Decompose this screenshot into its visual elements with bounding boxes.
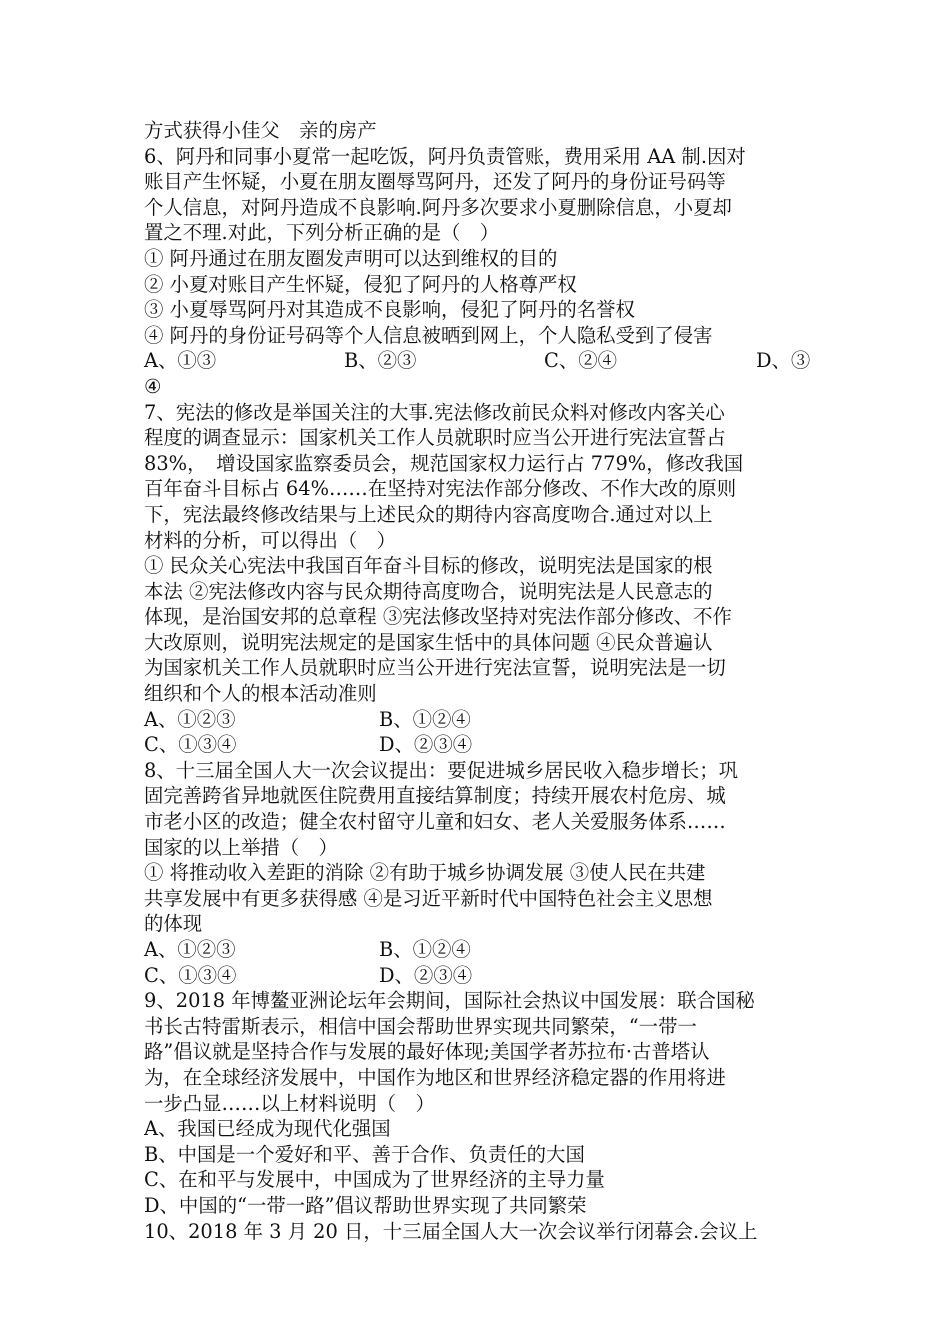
text-line: 个人信息，对阿丹造成不良影响.阿丹多次要求小夏删除信息，小夏却 bbox=[144, 195, 732, 219]
text-line: 为国家机关工作人员就职时应当公开进行宪法宣誓，说明宪法是一切 bbox=[144, 656, 726, 680]
text-line: 下，宪法最终修改结果与上述民众的期待内容高度吻合.通过对以上 bbox=[144, 502, 713, 526]
option-c: C、①③④ bbox=[144, 733, 237, 757]
question-6-stem: 6、阿丹和同事小夏常一起吃饭，阿丹负责管账，费用采用 AA 制.因对 bbox=[144, 144, 746, 168]
option-c: C、在和平与发展中，中国成为了世界经济的主导力量 bbox=[144, 1168, 605, 1192]
option-b: B、①②④ bbox=[379, 707, 471, 731]
text-line: 国家的以上举措（ ） bbox=[144, 835, 338, 859]
text-line: 市老小区的改造；健全农村留守儿童和妇女、老人关爱服务体系…… bbox=[144, 810, 726, 834]
option-d: D、③ bbox=[756, 349, 811, 373]
text-line: 方式获得小佳父 亲的房产 bbox=[144, 119, 377, 142]
option-b: B、①②④ bbox=[379, 938, 471, 961]
text-line: 固完善跨省异地就医住院费用直接结算制度；持续开展农村危房、城 bbox=[144, 784, 726, 808]
section-q8 bbox=[144, 758, 814, 937]
text-line: ① 民众关心宪法中我国百年奋斗目标的修改，说明宪法是国家的根 bbox=[144, 554, 713, 578]
text-line: 一步凸显……以上材料说明（ ） bbox=[144, 1091, 435, 1115]
question-7-options-row-1 bbox=[144, 707, 814, 733]
section-q5-end-q6 bbox=[144, 118, 814, 348]
text-line: 置之不理.对此，下列分析正确的是（ ） bbox=[144, 221, 500, 245]
text-line: 百年奋斗目标占 64%……在坚持对宪法作部分修改、不作大改的原则 bbox=[144, 477, 737, 501]
option-d: D、②③④ bbox=[379, 733, 473, 757]
text-line: 的体现 bbox=[144, 912, 203, 936]
option-b: B、②③ bbox=[344, 349, 417, 373]
option-d: D、中国的“一带一路”倡议帮助世界实现了共同繁荣 bbox=[144, 1193, 587, 1217]
option-a: A、①②③ bbox=[144, 707, 236, 731]
text-line: 账目产生怀疑，小夏在朋友圈辱骂阿丹，还发了阿丹的身份证号码等 bbox=[144, 170, 726, 194]
question-8-stem: 8、十三届全国人大一次会议提出：要促进城乡居民收入稳步增长；巩 bbox=[144, 758, 739, 782]
statement-1: ① 阿丹通过在朋友圈发声明可以达到维权的目的 bbox=[144, 246, 558, 270]
section-q9-q10 bbox=[144, 988, 814, 1244]
question-7-stem: 7、宪法的修改是举国关注的大事.宪法修改前民众料对修改内客关心 bbox=[144, 400, 725, 424]
text-line: 组织和个人的根本活动准则 bbox=[144, 682, 377, 706]
statement-4: ④ 阿丹的身份证号码等个人信息被晒到网上，个人隐私受到了侵害 bbox=[144, 323, 713, 347]
option-c: C、①③④ bbox=[144, 963, 237, 987]
text-line: 程度的调查显示：国家机关工作人员就职时应当公开进行宪法宣誓占 bbox=[144, 426, 726, 450]
option-a: A、①②③ bbox=[144, 938, 236, 961]
statement-3: ③ 小夏辱骂阿丹对其造成不良影响，侵犯了阿丹的名誉权 bbox=[144, 298, 635, 322]
option-d: D、②③④ bbox=[379, 963, 473, 987]
text-line: 共享发展中有更多获得感 ④是习近平新时代中国特色社会主义思想 bbox=[144, 886, 713, 910]
option-a: A、我国已经成为现代化强国 bbox=[144, 1117, 391, 1141]
text-line: 为，在全球经济发展中，中国作为地区和世界经济稳定器的作用将进 bbox=[144, 1065, 726, 1089]
text-line: 材料的分析，可以得出（ ） bbox=[144, 528, 397, 552]
text-line: ① 将推动收入差距的消除 ②有助于城乡协调发展 ③使人民在共建 bbox=[144, 861, 706, 885]
question-7-options-row-2 bbox=[144, 732, 814, 758]
text-line: 路”倡议就是坚持合作与发展的最好体现;美国学者苏拉布·古普塔认 bbox=[144, 1040, 710, 1064]
section-q7 bbox=[144, 400, 814, 707]
option-c: C、②④ bbox=[544, 349, 618, 373]
text-line: 大改原则，说明宪法规定的是国家生恬中的具体问题 ④民众普遍认 bbox=[144, 630, 713, 654]
question-9-stem: 9、2018 年博鳌亚洲论坛年会期间，国际社会热议中国发展：联合国秘 bbox=[144, 989, 755, 1013]
option-b: B、中国是一个爱好和平、善于合作、负责任的大国 bbox=[144, 1142, 585, 1166]
question-8-options-row-1 bbox=[144, 937, 814, 963]
text-line: 书长古特雷斯表示，相信中国会帮助世界实现共同繁荣，“一带一 bbox=[144, 1014, 697, 1038]
statement-2: ② 小夏对账目产生怀疑，侵犯了阿丹的人格尊严权 bbox=[144, 272, 577, 296]
option-a: A、①③ bbox=[144, 349, 217, 373]
question-8-options-row-2 bbox=[144, 963, 814, 989]
question-10-stem: 10、2018 年 3 月 20 日，十三届全国人大一次会议举行闭幕会.会议上 bbox=[144, 1219, 758, 1243]
text-line: 体现，是治国安邦的总章程 ③宪法修改坚持对宪法作部分修改、不作 bbox=[144, 605, 732, 629]
text-line: 本法 ②宪法修改内容与民众期待高度吻合，说明宪法是人民意志的 bbox=[144, 579, 713, 603]
option-d-wrap: ④ bbox=[144, 374, 162, 398]
document-page bbox=[144, 118, 814, 1244]
question-6-options bbox=[144, 348, 814, 374]
text-line: 83%， 增设国家监察委员会，规范国家权力运行占 779%，修改我国 bbox=[144, 451, 744, 475]
